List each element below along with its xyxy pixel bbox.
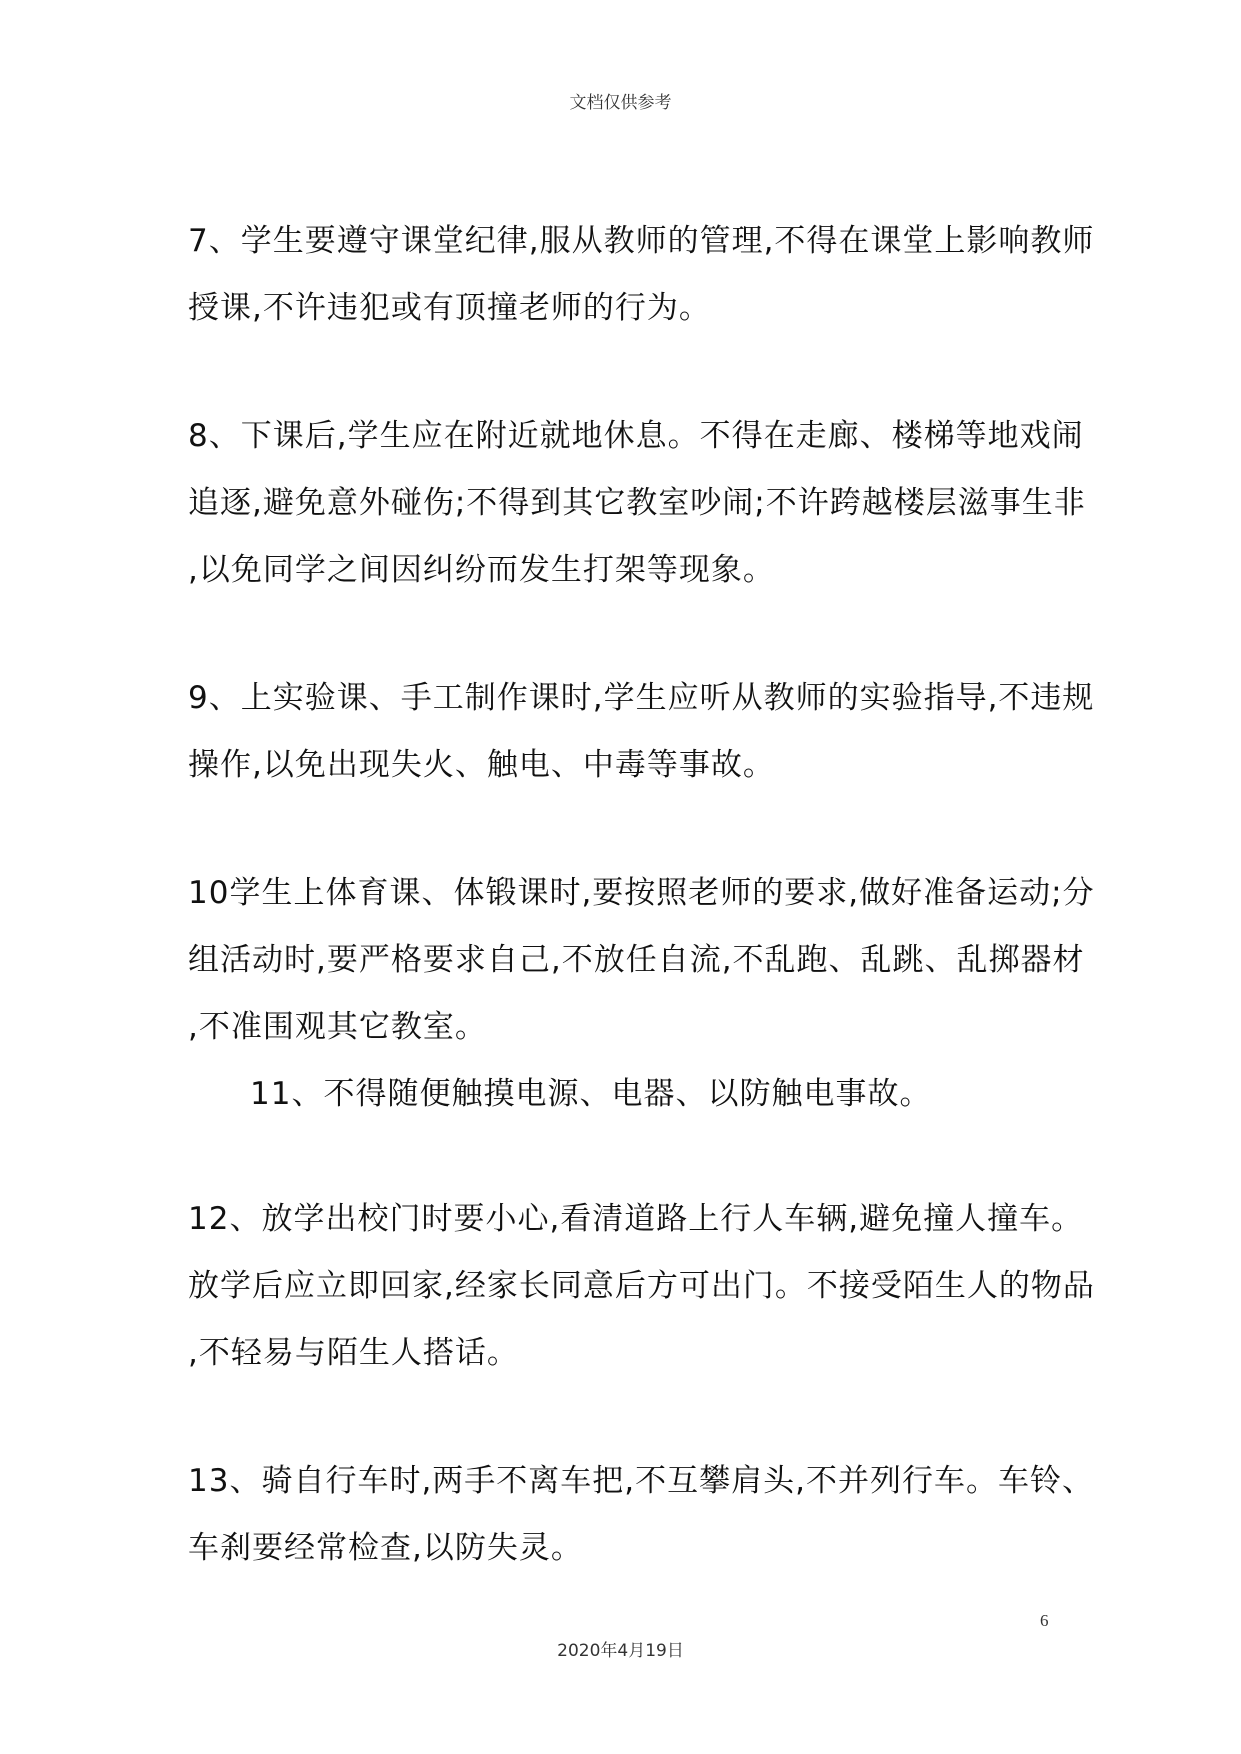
- paragraph-7: [188, 222, 1095, 356]
- paragraph-line: ,以免同学之间因纠纷而发生打架等现象。: [188, 552, 775, 588]
- paragraph-line: 12、放学出校门时要小心,看清道路上行人车辆,避免撞人撞车。: [188, 1201, 1084, 1237]
- paragraph-8: [188, 417, 1086, 618]
- paragraph-11: [188, 1075, 1068, 1142]
- paragraph-line: 放学后应立即回家,经家长同意后方可出门。不接受陌生人的物品: [188, 1268, 1095, 1304]
- paragraph-line: 组活动时,要严格要求自己,不放任自流,不乱跑、乱跳、乱掷器材: [188, 942, 1085, 978]
- paragraph-gap: [188, 1142, 1068, 1200]
- paragraph-line: 13、骑自行车时,两手不离车把,不互攀肩头,不并列行车。车铃、: [188, 1463, 1095, 1499]
- document-header: 文档仅供参考: [569, 93, 672, 113]
- paragraph-line: 操作,以免出现失火、触电、中毒等事故。: [188, 747, 775, 783]
- paragraph-line: 7、学生要遵守课堂纪律,服从教师的管理,不得在课堂上影响教师: [188, 223, 1095, 259]
- paragraph-gap: [188, 618, 1068, 679]
- paragraph-9: [188, 679, 1095, 813]
- document-body: [188, 222, 1095, 1596]
- paragraph-line: 10学生上体育课、体锻课时,要按照老师的要求,做好准备运动;分: [188, 875, 1095, 911]
- paragraph-gap: [188, 1401, 1068, 1462]
- paragraph-line: 8、下课后,学生应在附近就地休息。不得在走廊、楼梯等地戏闹: [188, 418, 1084, 454]
- paragraph-gap: [188, 356, 1068, 417]
- paragraph-line: 9、上实验课、手工制作课时,学生应听从教师的实验指导,不违规: [188, 680, 1095, 716]
- paragraph-10: [188, 874, 1095, 1075]
- paragraph-line: ,不准围观其它教室。: [188, 1009, 487, 1045]
- paragraph-line: 追逐,避免意外碰伤;不得到其它教室吵闹;不许跨越楼层滋事生非: [188, 485, 1086, 521]
- paragraph-line: 授课,不许违犯或有顶撞老师的行为。: [188, 290, 711, 326]
- paragraph-line: ,不轻易与陌生人搭话。: [188, 1335, 519, 1371]
- paragraph-12: [188, 1200, 1095, 1401]
- paragraph-line: 车刹要经常检查,以防失灵。: [188, 1530, 583, 1566]
- paragraph-gap: [188, 813, 1068, 874]
- paragraph-13: [188, 1462, 1095, 1596]
- footer-date: 2020年4月19日: [557, 1641, 684, 1661]
- paragraph-line: 11、不得随便触摸电源、电器、以防触电事故。: [250, 1076, 932, 1112]
- page-number: 6: [1040, 1611, 1049, 1630]
